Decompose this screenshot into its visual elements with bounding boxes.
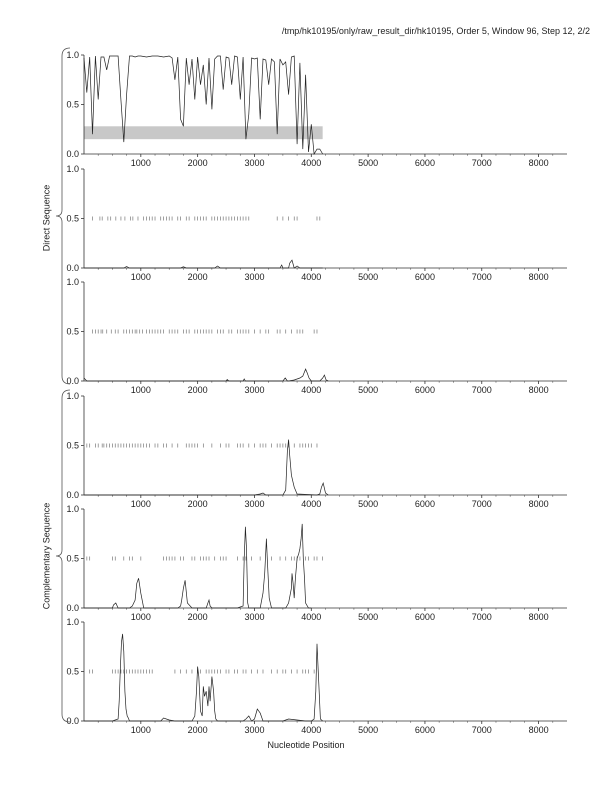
series-line [84,56,323,154]
y-tick-label: 1.0 [66,391,79,401]
x-tick-label: 1000 [130,272,151,282]
y-tick-label: 0.0 [66,263,79,273]
y-tick-label: 0.5 [66,213,79,224]
x-axis-label: Nucleotide Position [267,740,345,750]
y-tick-label: 0.5 [66,553,79,564]
y-tick-label: 0.5 [66,326,79,337]
x-tick-label: 8000 [528,158,549,168]
x-tick-label: 2000 [187,725,208,735]
y-tick-label: 1.0 [66,504,79,514]
x-tick-label: 6000 [414,725,435,735]
x-tick-label: 3000 [244,499,265,509]
shaded-band [84,126,323,139]
x-tick-label: 8000 [528,499,549,509]
series-line [84,260,323,268]
series-line [84,634,323,721]
y-tick-label: 0.0 [66,376,79,386]
page-title: /tmp/hk10195/only/raw_result_dir/hk10195, Order 5, Window 96, Step 12, 2/2 [281,26,590,36]
x-tick-label: 5000 [358,499,379,509]
x-tick-label: 6000 [414,612,435,622]
x-tick-label: 3000 [244,612,265,622]
x-tick-label: 3000 [244,385,265,395]
x-tick-label: 7000 [471,385,492,395]
series-line [84,369,328,381]
x-tick-label: 5000 [358,158,379,168]
x-tick-label: 1000 [130,385,151,395]
x-tick-label: 6000 [414,158,435,168]
complementary-sequence-label: Complementary Sequence [40,502,51,610]
x-tick-label: 5000 [358,612,379,622]
y-tick-label: 0.0 [66,490,79,500]
y-tick-label: 0.0 [66,716,79,726]
y-tick-label: 1.0 [66,50,79,60]
x-tick-label: 6000 [414,385,435,395]
x-tick-label: 1000 [130,725,151,735]
y-tick-label: 0.0 [66,603,79,613]
x-tick-label: 2000 [187,385,208,395]
x-tick-label: 2000 [187,499,208,509]
x-tick-label: 4000 [301,725,322,735]
x-tick-label: 6000 [414,499,435,509]
x-tick-label: 1000 [130,612,151,622]
y-tick-label: 0.5 [66,666,79,677]
x-tick-label: 4000 [301,158,322,168]
x-tick-label: 3000 [244,725,265,735]
y-tick-label: 1.0 [66,617,79,627]
y-tick-label: 1.0 [66,277,79,287]
y-tick-label: 0.0 [66,149,79,159]
x-tick-label: 2000 [187,272,208,282]
x-tick-label: 5000 [358,272,379,282]
x-tick-label: 4000 [301,385,322,395]
y-tick-label: 1.0 [66,164,79,174]
x-tick-label: 4000 [301,612,322,622]
series-line [84,440,328,495]
x-tick-label: 1000 [130,158,151,168]
x-tick-label: 3000 [244,272,265,282]
x-tick-label: 6000 [414,272,435,282]
x-tick-label: 5000 [358,725,379,735]
x-tick-label: 8000 [528,725,549,735]
x-tick-label: 3000 [244,158,265,168]
x-tick-label: 7000 [471,612,492,622]
x-tick-label: 8000 [528,612,549,622]
x-tick-label: 1000 [130,499,151,509]
x-tick-label: 8000 [528,272,549,282]
x-tick-label: 7000 [471,725,492,735]
x-tick-label: 2000 [187,158,208,168]
series-line [84,524,311,608]
x-tick-label: 7000 [471,272,492,282]
y-tick-label: 0.5 [66,99,79,110]
direct-sequence-label: Direct Sequence [40,184,51,252]
x-tick-label: 2000 [187,612,208,622]
x-tick-label: 5000 [358,385,379,395]
x-tick-label: 4000 [301,499,322,509]
x-tick-label: 8000 [528,385,549,395]
x-tick-label: 7000 [471,499,492,509]
y-tick-label: 0.5 [66,440,79,451]
x-tick-label: 7000 [471,158,492,168]
x-tick-label: 4000 [301,272,322,282]
